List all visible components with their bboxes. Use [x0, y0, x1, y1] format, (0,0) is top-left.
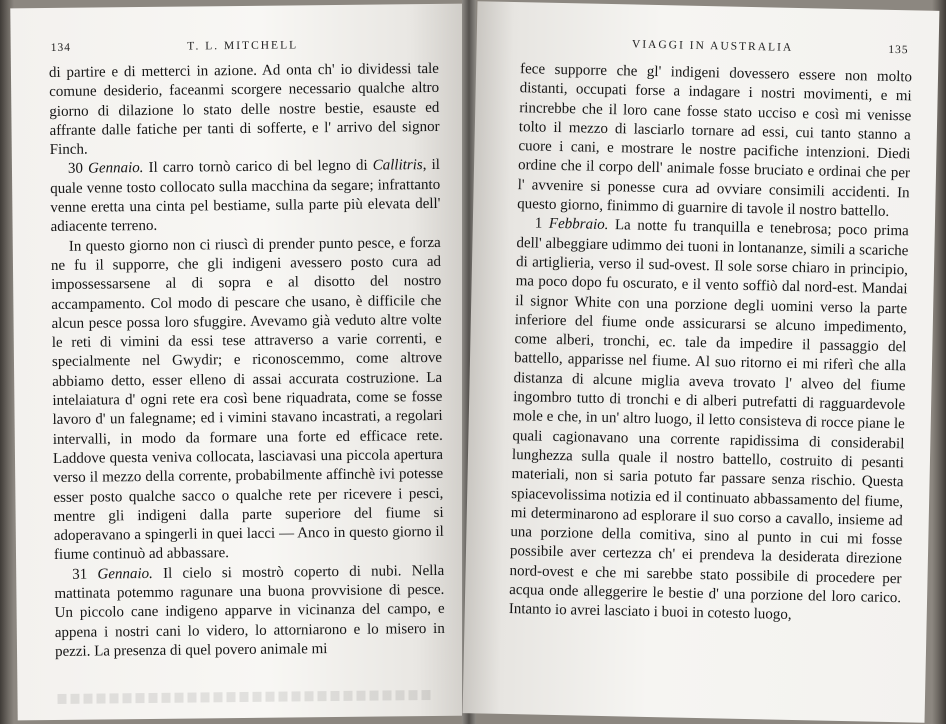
paragraph-text: In questo giorno non ci riuscì di prender punto pesce, e forza ne fu il supporre, che gli indigeni avessero posto cura ad impossessarsene al di sopra e al disotto del nostro accampamento. Col modo di pescare che usano, è difficile che alcun pesce possa loro sfuggire. Avevamo già veduto altre volte le reti di vimini da essi tese attraverso a varie correnti, e specialmente nel Gwydir; e riconoscemmo, come altrove abbiamo detto, esser elleno di assai accurata costruzione. La intelaiatura d' ogni rete era così bene riquadrata, come se fosse lavoro d' un falegname; ed i vimini stavano incastrati, a regolari intervalli, in modo da formare una forte ed efficace rete. Laddove questa veniva collocata, lasciavasi una piccola apertura verso il mezzo della corrente, probabilmente affinchè ivi potesse esser posto qualche sacco o qualche rete per ricevere i pesci, mentre gli indigeni dalla parte superiore del fiume si adoperavano a spingerli in quei lacci — Anco in questo giorno il fiume continuò ad abbassare. [50, 234, 444, 564]
paragraph-text: di partire e di metterci in azione. Ad onta ch' io dividessi tale comune desiderio, faceanmi scorgere necessario qualche altro giorno di dilazione lo stato delle nostre bestie, esauste ed affrante dalle fatiche per tanti di sofferte, e l' arrivo del signor Finch. [48, 60, 440, 159]
date-month: Febbraio. [548, 216, 609, 234]
left-body-text [49, 60, 445, 662]
right-body-text [509, 60, 913, 628]
paragraph [51, 234, 444, 566]
date-day: 31 [72, 566, 98, 583]
date-day: 30 [67, 161, 89, 178]
paragraph [49, 60, 440, 161]
paragraph-text: fece supporre che gl' indigeni dovessero essere non molto distanti, occupati forse a indagare i nostri movimenti, e mi rincrebbe che il loro cane fosse stato ucciso e così mi venisse tolto il mezzo di lasciarlo tornare ad essi, cui tanto stanno a cuore i cani, e mostrare le nostre pacifiche intenzioni. Diedi ordine che il corpo dell' animale fosse bruciato e ordinai che per l' avvenire si ponesse cura ad ovviare consimili accidenti. In questo giorno, finimmo di guarnire di tavole il nostro battello. [517, 61, 913, 220]
paragraph [517, 60, 912, 223]
paragraph [509, 214, 909, 627]
paragraph [50, 156, 441, 237]
page-number-left: 134 [50, 41, 72, 54]
species-term: Callitris [372, 157, 423, 175]
paragraph-text: La notte fu tranquilla e tenebrosa; poco prima dell' albeggiare udimmo dei tuoni in lontananze, simili a scariche di artiglieria, verso il sud-ovest. Il sole sorse chiaro in principio, ma poco dopo fu oscurato, e il vento soffiò dal nord-est. Mandai il signor White con una porzione degli uomini verso la parte inferiore del fiume onde assicurarsi se alcuno impedimento, come alberi, tronchi, ec. tale da impedire il passaggio del battello, apparisse nel fiume. Al suo ritorno ei mi riferì che alla distanza di alcune miglia aveva trovato l' alveo del fiume ingombro tutto di tronchi e di alberi putrefatti di ragguardevole mole e che, in un' altro luogo, il letto consisteva di rocce piane le quali cagionavano una corrente rapidissima di considerabil lunghezza sulla quale il nostro battello, costruito di pesanti materiali, non si saria potuto far passare senza rischio. Questa spiacevolissima notizia ed il continuato abbassamento del fiume, mi determinarono ad esplorare il suo corso a cavallo, insieme ad una porzione della comitiva, sino al punto in cui mi fosse possibile aver certezza ch' ei prendeva la desiderata direzione nord-ovest e che mi sarebbe stato possibile di procedere per acqua onde alleggerire le bestie d' una porzione del loro carico. Intanto io avrei lasciato i buoi in cotesto luogo, [508, 217, 909, 624]
running-head-title: VIAGGI IN AUSTRALIA [631, 38, 794, 54]
paragraph-text: Il carro tornò carico di bel legno di [143, 158, 373, 177]
running-head-author: T. L. MITCHELL [187, 39, 299, 53]
date-month: Gennaio. [87, 160, 144, 178]
paragraph-text: , il quale venne tosto collocato sulla macchina da segare; infrattanto venne eretta una cinta pel bestiame, sulla parte più elevata dell' adiacente terreno. [50, 157, 441, 236]
paragraph [54, 562, 445, 663]
right-page [463, 1, 940, 723]
page-number-right: 135 [888, 43, 909, 57]
date-day: 1 [534, 215, 550, 233]
left-page [10, 4, 471, 721]
paragraph-text: Il cielo si mostrò coperto di nubi. Nella mattinata potemmo ragunare una buona provvisione di pesce. Un piccolo cane indigeno apparve in vicinanza del campo, e appena i nostri cani lo videro, lo attorniarono e lo misero in pezzi. La presenza di quel povero animale mi [54, 562, 445, 660]
date-month: Gennaio. [97, 565, 153, 583]
right-running-head [517, 36, 909, 57]
bleed-through-text [57, 690, 431, 704]
left-running-head [50, 38, 435, 54]
